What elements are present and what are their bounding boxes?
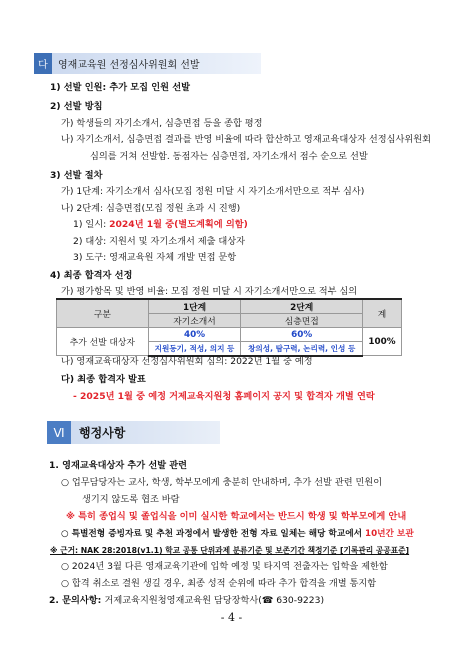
admin-1-heading: 1. 영재교육대상자 추가 선발 관련 — [49, 460, 188, 471]
admin-1-bullet2-text: ○ 특별전형 증빙자료 및 추천 과정에서 발생한 전형 자료 일체는 해당 학교에서 — [61, 529, 366, 539]
section-vi-header — [47, 421, 220, 444]
table-row-label: 추가 선발 대상자 — [57, 328, 149, 356]
table-stage1-criteria: 지원동기, 적성, 의지 등 — [148, 342, 241, 356]
table-subheader-stage1: 자기소개서 — [148, 314, 241, 328]
item-4-heading: 4) 최종 합격자 선정 — [50, 270, 133, 281]
admin-2-label: 2. 문의사항: — [49, 595, 105, 606]
admin-1-bullet1-line1: ○ 업무담당자는 교사, 학생, 학부모에게 충분히 안내하며, 추가 선발 관련 민원이 — [61, 477, 383, 488]
admin-1-bullet4: ○ 합격 취소로 결원 생길 경우, 최종 성적 순위에 따라 추가 합격을 개별 통지함 — [61, 578, 377, 589]
section-vi-title: 행정사항 — [71, 421, 220, 444]
section-da-title: 영재교육원 선정심사위원회 선발 — [58, 60, 200, 71]
selection-ratio-table — [56, 298, 402, 357]
item-3-3: 3) 도구: 영재교육원 자체 개발 면접 문항 — [73, 252, 237, 263]
admin-2-value: 거제교육지원청영재교육원 담당장학사(☎ 630-9223) — [104, 595, 325, 606]
item-4-da: 다) 최종 합격자 발표 — [61, 374, 146, 385]
table-stage2-criteria: 창의성, 탐구력, 논리력, 인성 등 — [241, 342, 363, 356]
admin-1-bullet1-line2: 생기지 않도록 협조 바람 — [82, 494, 180, 505]
section-da-header — [34, 53, 261, 74]
table-header-total: 계 — [363, 299, 402, 328]
table-header-category: 구분 — [57, 299, 149, 328]
admin-2-contact — [49, 595, 324, 607]
table-subheader-stage2: 심층면접 — [241, 314, 363, 328]
item-4-na: 나) 영재교육대상자 선정심사위원회 심의: 2022년 1월 중 예정 — [61, 356, 313, 367]
section-vi-marker: Ⅵ — [47, 421, 71, 444]
item-2-heading: 2) 선발 방침 — [50, 101, 103, 112]
item-1-heading: 1) 선발 인원: 추가 모집 인원 선발 — [50, 82, 190, 93]
item-3-1-date: 2024년 1월 중(별도계획에 의함) — [109, 219, 248, 230]
item-3-heading: 3) 선발 절차 — [50, 170, 103, 181]
admin-1-bullet3: ○ 2024년 3월 다른 영재교육기관에 입학 예정 및 타지역 전출자는 입학을 제한함 — [61, 561, 388, 572]
admin-1-bullet2-retention: 10년간 보관 — [365, 529, 414, 539]
section-da-marker: 다 — [34, 53, 52, 74]
item-3-na: 나) 2단계: 심층면접(모집 정원 초과 시 진행) — [61, 203, 241, 214]
admin-1-note: ※ 특히 종업식 및 졸업식을 이미 실시한 학교에서는 반드시 학생 및 학부모에게 안내 — [66, 511, 407, 522]
table-header-stage1: 1단계 — [148, 299, 241, 314]
item-3-ga: 가) 1단계: 자기소개서 심사(모집 정원 미달 시 자기소개서만으로 적부 심사) — [61, 186, 365, 197]
admin-1-bullet2 — [61, 528, 414, 540]
item-2-ga: 가) 학생들의 자기소개서, 심층면접 등을 종합 평정 — [61, 118, 263, 129]
table-stage1-percent: 40% — [148, 328, 241, 342]
item-2-na-line2: 심의를 거쳐 선발함. 동점자는 심층면접, 자기소개서 점수 순으로 선발 — [90, 151, 368, 162]
admin-1-reference: ※ 근거: NAK 28:2018(v1.1) 학교 공통 단위과제 분류기준 및 보존기간 책정기준 [기록관리 공공표준] — [50, 546, 410, 555]
item-3-1 — [73, 219, 248, 231]
item-4-da-announcement: - 2025년 1월 중 예정 거제교육지원청 홈페이지 공지 및 합격자 개별 연락 — [73, 391, 375, 402]
page-number: - 4 - — [220, 611, 243, 624]
item-3-1-prefix: 1) 일시: — [73, 219, 110, 230]
item-4-ga: 가) 평가항목 및 반영 비율: 모집 정원 미달 시 자기소개서만으로 적부 심의 — [61, 286, 358, 297]
table-total-percent: 100% — [363, 328, 402, 356]
table-stage2-percent: 60% — [241, 328, 363, 342]
table-header-stage2: 2단계 — [241, 299, 363, 314]
item-2-na-line1: 나) 자기소개서, 심층면접 결과를 반영 비율에 따라 합산하고 영재교육대상자 선정심사위원회 — [61, 134, 432, 145]
item-3-2: 2) 대상: 지원서 및 자기소개서 제출 대상자 — [73, 236, 246, 247]
